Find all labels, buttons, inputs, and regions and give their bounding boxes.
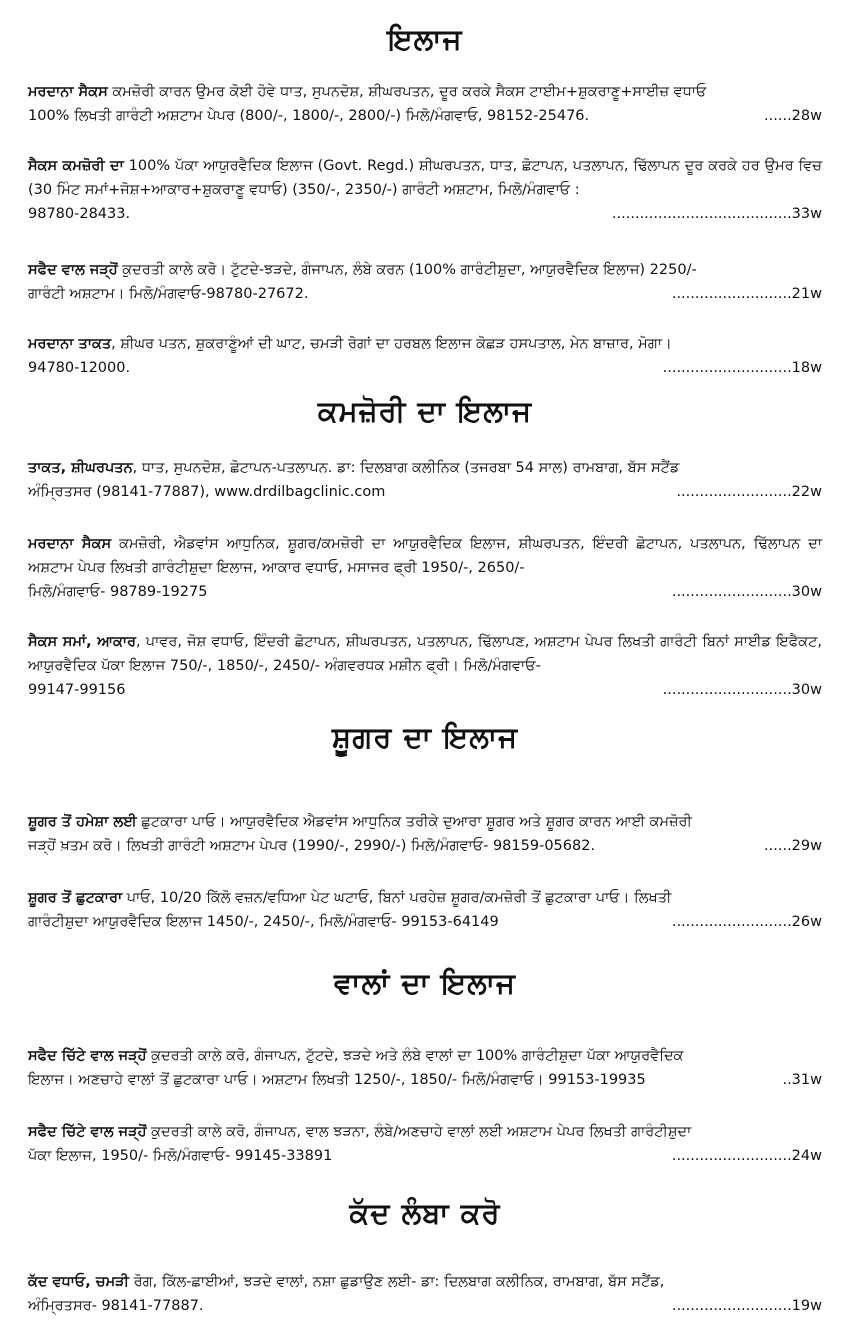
classified-ad (28, 1120, 822, 1168)
ad-lead: ਸ਼ੂਗਰ ਤੋਂ ਹਮੇਸ਼ਾ ਲਈ (28, 814, 137, 830)
ad-contact: ਜੜ੍ਹੋਂ ਖ਼ਤਮ ਕਰੋ। ਲਿਖਤੀ ਗਾਰੰਟੀ ਅਸ਼ਟਾਮ ਪੇਪਰ (1990/-, 2990/-) ਮਿਲੋ/ਮੰਗਵਾਓ- 98159-05682. (28, 838, 596, 854)
ad-code: ......28w (764, 108, 822, 124)
ad-contact: ਗਾਰੰਟੀਸ਼ੁਦਾ ਆਯੁਰਵੈਦਿਕ ਇਲਾਜ 1450/-, 2450/-, ਮਿਲੋ/ਮੰਗਵਾਓ- 99153-64149 (28, 914, 499, 930)
classified-ad (28, 630, 822, 702)
ad-text: ਕੁਦਰਤੀ ਕਾਲੇ ਕਰੋ, ਗੰਜਾਪਨ, ਵਾਲ ਝੜਨਾ, ਲੰਬੇ/ਅਣਚਾਹੇ ਵਾਲਾਂ ਲਈ ਅਸ਼ਟਾਮ ਪੇਪਰ ਲਿਖਤੀ ਗਾਰੰਟੀਸ਼ੁਦਾ (146, 1124, 692, 1140)
ad-text: ਪਾਓ, 10/20 ਕਿੱਲੋ ਵਜ਼ਨ/ਵਧਿਆ ਪੇਟ ਘਟਾਓ, ਬਿਨਾਂ ਪਰਹੇਜ਼ ਸ਼ੂਗਰ/ਕਮਜ਼ੋਰੀ ਤੋਂ ਛੁਟਕਾਰਾ ਪਾਓ। ਲਿਖਤੀ (122, 890, 672, 906)
classified-ad (28, 332, 822, 380)
ad-contact: 94780-12000. (28, 360, 131, 376)
classified-ad (28, 80, 822, 128)
ad-lead: ਸਫੈਦ ਚਿੱਟੇ ਵਾਲ ਜੜ੍ਹੋਂ (28, 1124, 147, 1140)
ad-lead: ਸੈਕਸ ਕਮਜ਼ੋਰੀ ਦਾ (28, 158, 124, 174)
classified-ad (28, 456, 822, 504)
ad-contact: 98780-28433. (28, 206, 131, 222)
ad-contact: ਮਿਲੋ/ਮੰਗਵਾਓ- 98789-19275 (28, 584, 208, 600)
ad-code: ..........................24w (671, 1148, 822, 1164)
ad-text: ਰੋਗ, ਕਿੱਲ-ਛਾਈਆਂ, ਝੜਦੇ ਵਾਲਾਂ, ਨਸ਼ਾ ਛੁਡਾਉਣ ਲਈ- ਡਾ: ਦਿਲਬਾਗ ਕਲੀਨਿਕ, ਰਾਮਬਾਗ, ਬੱਸ ਸਟੈਂਡ, (128, 1274, 665, 1290)
ad-contact: 99147-99156 (28, 682, 126, 698)
ad-code: .........................22w (676, 484, 822, 500)
ad-code: ............................30w (662, 682, 822, 698)
ad-text: ਕੁਦਰਤੀ ਕਾਲੇ ਕਰੋ। ਟੁੱਟਦੇ-ਝੜਦੇ, ਗੰਜਾਪਨ, ਲੰਬੇ ਕਰਨ (100% ਗਾਰੰਟੀਸ਼ੁਦਾ, ਆਯੁਰਵੈਦਿਕ ਇਲਾਜ) 2250/- (117, 262, 697, 278)
ad-code: ..........................26w (671, 914, 822, 930)
ad-text: 100% ਪੱਕਾ ਆਯੁਰਵੈਦਿਕ ਇਲਾਜ (Govt. Regd.) ਸ਼ੀਘਰਪਤਨ, ਧਾਤ, ਛੋਟਾਪਨ, ਪਤਲਾਪਨ, ਢਿੱਲਾਪਨ ਦੂਰ ਕਰਕੇ ਹਰ ਉਮਰ ਵਿਚ (30 ਮਿੰਟ ਸਮਾਂ+ਜੋਸ਼+ਆਕਾਰ+ਸ਼ੁਕਰਾਣੂ ਵਧਾਓ) (350/-, 2350/-) ਗਾਰੰਟੀ ਅਸ਼ਟਾਮ, ਮਿਲੋ/ਮੰਗਵਾਓ : (28, 158, 822, 198)
ad-text: ਕੁਦਰਤੀ ਕਾਲੇ ਕਰੋ, ਗੰਜਾਪਨ, ਟੁੱਟਦੇ, ਝੜਦੇ ਅਤੇ ਲੰਬੇ ਵਾਲਾਂ ਦਾ 100% ਗਾਰੰਟੀਸ਼ੁਦਾ ਪੱਕਾ ਆਯੁਰਵੈਦਿਕ (146, 1048, 684, 1064)
ad-code: ..........................30w (671, 584, 822, 600)
ad-lead: ਸਫੈਦ ਚਿੱਟੇ ਵਾਲ ਜੜ੍ਹੋਂ (28, 1048, 147, 1064)
section-title: ਕਮਜ਼ੋਰੀ ਦਾ ਇਲਾਜ (317, 394, 533, 428)
ad-text: , ਧਾਤ, ਸੁਪਨਦੋਸ਼, ਛੋਟਾਪਨ-ਪਤਲਾਪਨ. ਡਾ: ਦਿਲਬਾਗ ਕਲੀਨਿਕ (ਤਜਰਬਾ 54 ਸਾਲ) ਰਾਮਬਾਗ, ਬੱਸ ਸਟੈਂਡ (132, 460, 680, 476)
section-hair (28, 966, 822, 1001)
ad-text: , ਸ਼ੀਘਰ ਪਤਨ, ਸ਼ੁਕਰਾਣੂੰਆਂ ਦੀ ਘਾਟ, ਚਮੜੀ ਰੋਗਾਂ ਦਾ ਹਰਬਲ ਇਲਾਜ ਕੋਛੜ ਹਸਪਤਾਲ, ਮੇਨ ਬਾਜ਼ਾਰ, ਮੋਗਾ। (111, 336, 672, 352)
ad-code: .......................................33w (611, 206, 822, 222)
ad-code: ............................18w (662, 360, 822, 376)
ad-contact: ਪੱਕਾ ਇਲਾਜ, 1950/- ਮਿਲੋ/ਮੰਗਵਾਓ- 99145-33891 (28, 1148, 333, 1164)
classified-ad (28, 810, 822, 858)
section-title: ਕੱਦ ਲੰਬਾ ਕਰੋ (349, 1196, 501, 1230)
ad-lead: ਮਰਦਾਨਾ ਸੈਕਸ (28, 536, 112, 552)
ad-code: ..31w (782, 1072, 822, 1088)
ad-lead: ਕੱਦ ਵਧਾਓ, ਚਮੜੀ (28, 1274, 129, 1290)
section-height (28, 1196, 822, 1231)
section-sugar (28, 720, 822, 755)
ad-text: , ਪਾਵਰ, ਜੋਸ਼ ਵਧਾਓ, ਇੰਦਰੀ ਛੋਟਾਪਨ, ਸ਼ੀਘਰਪਤਨ, ਪਤਲਾਪਨ, ਢਿੱਲਾਪਣ, ਅਸ਼ਟਾਮ ਪੇਪਰ ਲਿਖਤੀ ਗਾਰੰਟੀ ਬਿਨਾਂ ਸਾਈਡ ਇਫੈਕਟ, ਆਯੁਰਵੈਦਿਕ ਪੱਕਾ ਇਲਾਜ 750/-, 1850/-, 2450/- ਅੰਗਵਰਧਕ ਮਸ਼ੀਨ ਫ੍ਰੀ। ਮਿਲੋ/ਮੰਗਵਾਓ- (28, 634, 822, 674)
classified-ad (28, 1044, 822, 1092)
ad-contact: ਅੰਮ੍ਰਿਤਸਰ (98141-77887), www.drdilbagclinic.com (28, 484, 386, 500)
ad-contact: 100% ਲਿਖਤੀ ਗਾਰੰਟੀ ਅਸ਼ਟਾਮ ਪੇਪਰ (800/-, 1800/-, 2800/-) ਮਿਲੋ/ਮੰਗਵਾਓ, 98152-25476. (28, 108, 590, 124)
section-title: ਵਾਲਾਂ ਦਾ ਇਲਾਜ (334, 966, 516, 1000)
ad-code: ......29w (764, 838, 822, 854)
ad-text: ਕਮਜ਼ੋਰੀ, ਐਡਵਾਂਸ ਆਧੁਨਿਕ, ਸ਼ੂਗਰ/ਕਮਜ਼ੋਰੀ ਦਾ ਆਯੁਰਵੈਦਿਕ ਇਲਾਜ, ਸ਼ੀਘਰਪਤਨ, ਇੰਦਰੀ ਛੋਟਾਪਨ, ਪਤਲਾਪਨ, ਢਿੱਲਾਪਨ ਦਾ ਅਸ਼ਟਾਮ ਪੇਪਰ ਲਿਖਤੀ ਗਾਰੰਟੀਸ਼ੁਦਾ ਇਲਾਜ, ਆਕਾਰ ਵਧਾਓ, ਮਸਾਜਰ ਫ੍ਰੀ 1950/-, 2650/- (28, 536, 822, 576)
ad-code: ..........................19w (671, 1298, 822, 1314)
classified-ad (28, 258, 822, 306)
classified-ad (28, 1270, 822, 1318)
section-title: ਸ਼ੂਗਰ ਦਾ ਇਲਾਜ (331, 720, 519, 754)
classified-ad (28, 154, 822, 226)
ad-lead: ਮਰਦਾਨਾ ਤਾਕਤ (28, 336, 112, 352)
ad-contact: ਅੰਮ੍ਰਿਤਸਰ- 98141-77887. (28, 1298, 204, 1314)
section-weakness (28, 394, 822, 429)
section-title: ਇਲਾਜ (387, 22, 463, 56)
classified-ad (28, 532, 822, 604)
section-treatment (28, 22, 822, 57)
classified-ad (28, 886, 822, 934)
ad-contact: ਇਲਾਜ। ਅਣਚਾਹੇ ਵਾਲਾਂ ਤੋਂ ਛੁਟਕਾਰਾ ਪਾਓ। ਅਸ਼ਟਾਮ ਲਿਖਤੀ 1250/-, 1850/- ਮਿਲੋ/ਮੰਗਵਾਓ। 99153-19935 (28, 1072, 646, 1088)
ad-lead: ਸੈਕਸ ਸਮਾਂ, ਆਕਾਰ (28, 634, 137, 650)
ad-lead: ਸਫੈਦ ਵਾਲ ਜੜ੍ਹੋਂ (28, 262, 118, 278)
ad-lead: ਮਰਦਾਨਾ ਸੈਕਸ (28, 84, 108, 100)
ad-text: ਕਮਜ਼ੋਰੀ ਕਾਰਨ ਉਮਰ ਕੋਈ ਹੋਵੇ ਧਾਤ, ਸੁਪਨਦੋਸ਼, ਸ਼ੀਘਰਪਤਨ, ਦੂਰ ਕਰਕੇ ਸੈਕਸ ਟਾਈਮ+ਸ਼ੁਕਰਾਣੂ+ਸਾਈਜ਼ ਵਧਾਓ (107, 84, 707, 100)
ad-text: ਛੁਟਕਾਰਾ ਪਾਓ। ਆਯੁਰਵੈਦਿਕ ਐਡਵਾਂਸ ਆਧੁਨਿਕ ਤਰੀਕੇ ਦੁਆਰਾ ਸ਼ੂਗਰ ਅਤੇ ਸ਼ੂਗਰ ਕਾਰਨ ਆਈ ਕਮਜ਼ੋਰੀ (136, 814, 692, 830)
ad-lead: ਸ਼ੂਗਰ ਤੋਂ ਛੁਟਕਾਰਾ (28, 890, 123, 906)
ad-lead: ਤਾਕਤ, ਸ਼ੀਘਰਪਤਨ (28, 460, 133, 476)
ad-code: ..........................21w (671, 286, 822, 302)
ad-contact: ਗਾਰੰਟੀ ਅਸ਼ਟਾਮ। ਮਿਲੋ/ਮੰਗਵਾਓ-98780-27672. (28, 286, 309, 302)
